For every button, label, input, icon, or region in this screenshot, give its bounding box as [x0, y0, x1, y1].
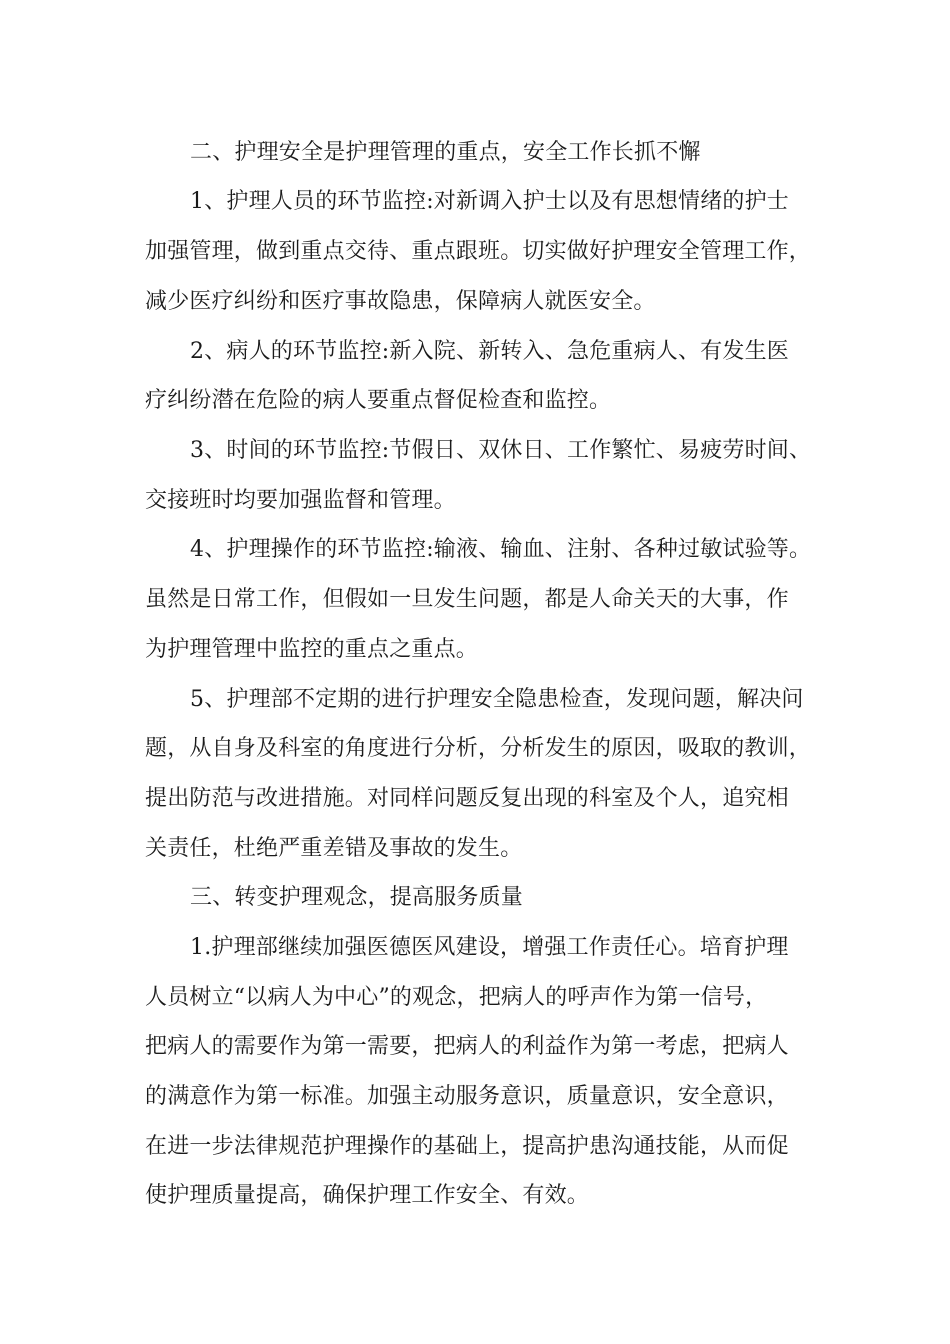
paragraph-line: 的满意作为第一标准。加强主动服务意识，质量意识，安全意识， — [145, 1084, 789, 1109]
paragraph-line: 在进一步法律规范护理操作的基础上，提高护患沟通技能，从而促 — [145, 1134, 789, 1159]
paragraph-line: 5、护理部不定期的进行护理安全隐患检查，发现问题，解决问 — [190, 687, 804, 712]
paragraph-line: 把病人的需要作为第一需要，把病人的利益作为第一考虑，把病人 — [145, 1034, 789, 1059]
paragraph-line: 使护理质量提高，确保护理工作安全、有效。 — [145, 1183, 590, 1208]
paragraph-line: 交接班时均要加强监督和管理。 — [145, 488, 456, 513]
section-heading-2: 二、护理安全是护理管理的重点，安全工作长抓不懈 — [190, 140, 701, 165]
paragraph-line: 4、护理操作的环节监控:输液、输血、注射、各种过敏试验等。 — [190, 537, 812, 562]
paragraph-line: 1.护理部继续加强医德医风建设，增强工作责任心。培育护理 — [190, 935, 789, 960]
paragraph-line: 虽然是日常工作，但假如一旦发生问题，都是人命关天的大事，作 — [145, 587, 789, 612]
paragraph-line: 2、病人的环节监控:新入院、新转入、急危重病人、有发生医 — [190, 339, 790, 364]
paragraph-line: 加强管理，做到重点交待、重点跟班。切实做好护理安全管理工作， — [145, 239, 812, 264]
paragraph-line: 1、护理人员的环节监控:对新调入护士以及有思想情绪的护士 — [190, 189, 790, 214]
paragraph-line: 人员树立“以病人为中心”的观念，把病人的呼声作为第一信号， — [145, 985, 768, 1010]
paragraph-line: 为护理管理中监控的重点之重点。 — [145, 637, 479, 662]
paragraph-line: 题，从自身及科室的角度进行分析，分析发生的原因，吸取的教训， — [145, 736, 812, 761]
paragraph-line: 疗纠纷潜在危险的病人要重点督促检查和监控。 — [145, 388, 612, 413]
paragraph-line: 3、时间的环节监控:节假日、双休日、工作繁忙、易疲劳时间、 — [190, 438, 812, 463]
paragraph-line: 减少医疗纠纷和医疗事故隐患，保障病人就医安全。 — [145, 289, 656, 314]
paragraph-line: 提出防范与改进措施。对同样问题反复出现的科室及个人，追究相 — [145, 786, 789, 811]
paragraph-line: 关责任，杜绝严重差错及事故的发生。 — [145, 836, 523, 861]
section-heading-3: 三、转变护理观念，提高服务质量 — [190, 885, 524, 910]
